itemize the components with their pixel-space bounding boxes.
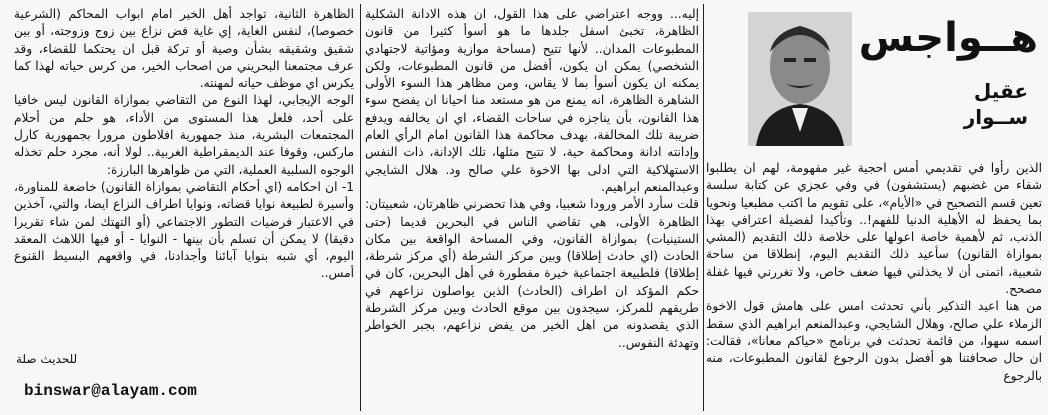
article-column-2 [365,6,699,411]
author-email[interactable]: binswar@alayam.com [24,382,197,400]
author-last-name: ســوار [963,105,1028,129]
article-column-3 [14,6,354,346]
column-title: هــواجس [858,15,1038,61]
paragraph: الذين رأوا في تقديمي أمس احجية غير مفهومة، لهم ان يطلبوا شفاء من غضبهم (يستشفون) في وفي عجزي عن كتابة سلسة تعين قسم التصحيح في «الأيام»، على تقويم ما اكتب مطبعيا ونحويا بما يحفظ له الأهلية الدنيا للفهم!.. وتأكيدا لفضيلة اعترافي بهذا الذنب، ثم لأهمية خاصة اعولها على خلاصة ذلك التقديم (المشي بموازاة القانون) سأعيد ذلك التقديم اليوم، إنطلاقا من ساحة شعبية، اتمنى أن لا يخذلني فيها ضعف خاص، ولا تغررني فيها غفلة مصحح. [706,161,1042,297]
column-divider [703,4,704,411]
paragraph: الوجه الإيجابي، لهذا النوع من التقاضي بموازاة القانون ليس خافيا على أحد، فلعل هذا المستوى من الأداء، هو حلم من أحلام المجتمعات البشرية، منذ جمهورية افلاطون مرورا بجمهورية كارل ماركس، وقوفا عند الديمقراطية الغربية.. لولا أنه، مجرد حلم تخذله الوجوه السلبية العملية، التي من ظواهرها البارزة: [14,93,354,177]
column-header [706,6,1042,152]
paragraph: إليه... ووجه اعتراضي على هذا القول، ان هذه الادانة الشكلية الظاهرة، تخبئ اسفل جلدها ما هو أسوأ كثيرا من قانون المطبوعات المدان.. لأنها تتيح (مساحة موازية ومؤاتية لاجتهادي الشخصي) يمكن ان يكون، أفضل من قانون المطبوعات، ولكن يمكنه ان يكون أسوأ بما لا يقاس، ومن مظاهر هذا السوء الأولى الشاهرة الظاهرة، انه يمنع من هو مستعد منا احيانا ان يفضح سوء هذا القانون، بأن يناجزه في ساحات القضاء، اي ان يخالفه ويدفع ضريبة تلك المخالفة، بهدف محاكمة هذا القانون امام الرأي العام وإدانته ادانة ومحاكمة حية، لا تتيح مثلها، تلك الإدانة، ذات النفس الاستهلاكية التي ادلى بها الاخوة علي صالح ود. هلال الشايجي وعبدالمنعم ابراهيم. [365,7,699,194]
author-photo [748,12,852,146]
to-be-continued: للحديث صلة [16,352,78,366]
author-name [964,78,1028,130]
article-column-1 [706,160,1042,410]
paragraph: الظاهرة الثانية، تواجد أهل الخير امام ابواب المحاكم (الشرعية خصوصا)، لنفس الغاية، إي غاية فض نزاع بين زوج وزوجته، أو بين شقيق وشقيقه بشأن وصية أو تركة قبل ان يحتكما للقضاء، وقد عرف مجتمعنا البحريني من اصحاب الخير، من كرس حياته لهذا كما يكرس اي موظف حياته لمهنته. [14,7,354,91]
paragraph: من هنا اعيد التذكير بأني تحدثت امس على هامش قول الاخوة الزملاء علي صالح، وهلال الشايجي، وعبدالمنعم ابراهيم الذي سقط اسمه سهوا، من قائمة تحدثت في برنامج «حياكم معانا»، فقالت: ان حال صحافتنا هو أفضل بدون الرجوع لقانون المطبوعات، منه بالرجوع [706,299,1042,383]
author-portrait-image [748,12,852,146]
author-first-name: عقيل [973,79,1028,103]
paragraph: 1- ان احكامه (اي أحكام التقاضي بموازاة القانون) خاضعة للمناورة، وأسيرة لطبيعة نوايا قضاته، ونوايا اطراف النزاع ايضا، والتي، آخذين في الاعتبار فرضيات التطور الاجتماعي (أو التهتك لمن شاء تقريرا دقيقا) لا يمكن أن تسلم بأن بينها - النوايا - أو فيها اللاهث المعقد اليوم، أي شبه بنوايا آبائنا وأجدادنا، في واقعهم البسيط القنوع أمس.. [14,179,354,281]
paragraph: قلت سأرد الأمر ورودا شعبيا، وفي هذا تحضرني ظاهرتان، شعبيتان: الظاهرة الأولى، هي تقاضي الناس في البحرين قديما (حتى الستينيات) بموازاة القانون، وفي المساحة الواقعة بين مكان الحادث (اي حادث إطلاقا) وبين مركز الشرطة (أي مركز شرطة، إطلاقا) فلطبيعة اجتماعية خيرة مفطورة في أهل البحرين، كان في حكم المؤكد ان اطراف (الحادث) الذين يواصلون نزاعهم في طريقهم للمركز، سيجدون بين موقع الحادث وبين مركز الشرطة الذي يقصدونه من اهل الخير من يفض نزاعهم، بجبر الخواطر وتهدئة النفوس.. [365,197,699,350]
column-divider [360,4,361,411]
